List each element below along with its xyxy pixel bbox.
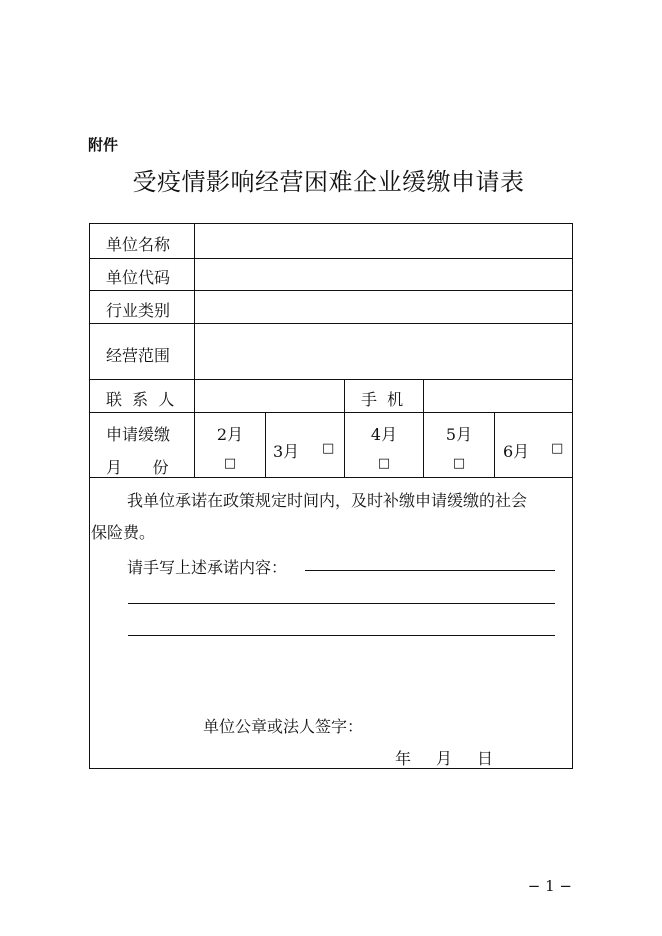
month-6-checkbox[interactable]: □	[551, 441, 564, 456]
months-label: 申请缓缴	[106, 425, 171, 444]
application-form	[89, 223, 573, 769]
handwrite-line[interactable]	[128, 603, 555, 604]
handwrite-line[interactable]	[305, 570, 555, 571]
month-5-label: 5月	[445, 425, 473, 444]
date-day: 日	[477, 749, 494, 768]
form-title	[0, 162, 662, 197]
month-divider	[265, 412, 266, 477]
month-3-label: 3月	[273, 442, 300, 461]
scope-field[interactable]	[195, 324, 572, 379]
page-number: − 1 −	[527, 877, 572, 895]
date-month: 月	[436, 749, 453, 768]
unit-name-label: 单位名称	[106, 235, 171, 254]
attachment-label: 附件	[88, 136, 119, 154]
handwrite-line[interactable]	[128, 635, 555, 636]
mobile-field[interactable]	[424, 380, 572, 412]
month-divider	[494, 412, 495, 477]
seal-signature-label: 单位公章或法人签字：	[203, 717, 364, 736]
row-divider	[90, 412, 572, 413]
contact-divider	[344, 379, 345, 412]
commitment-text: 我单位承诺在政策规定时间内，及时补缴申请缓缴的社会	[127, 491, 528, 510]
date-year: 年	[395, 749, 412, 768]
unit-name-field[interactable]	[195, 224, 572, 258]
months-label-second-line: 月 份	[106, 458, 169, 477]
month-4-checkbox[interactable]: □	[377, 456, 391, 471]
form-title-text: 受疫情影响经营困难企业缓缴申请表	[132, 168, 525, 196]
handwrite-prompt: 请手写上述承诺内容：	[127, 558, 288, 577]
month-2-checkbox[interactable]: □	[223, 456, 237, 471]
month-5-checkbox[interactable]: □	[452, 456, 466, 471]
month-2-label: 2月	[216, 425, 244, 444]
scope-label: 经营范围	[106, 346, 171, 365]
mobile-label: 手 机	[361, 390, 404, 409]
unit-code-label: 单位代码	[106, 268, 171, 287]
month-6-label: 6月	[503, 442, 530, 461]
unit-code-field[interactable]	[195, 259, 572, 290]
industry-field[interactable]	[195, 291, 572, 323]
month-4-label: 4月	[370, 425, 398, 444]
commitment-text-continued: 保险费。	[91, 523, 156, 542]
industry-label: 行业类别	[106, 301, 171, 320]
month-3-checkbox[interactable]: □	[322, 441, 335, 456]
contact-field[interactable]	[195, 380, 344, 412]
contact-label: 联 系 人	[106, 390, 175, 409]
